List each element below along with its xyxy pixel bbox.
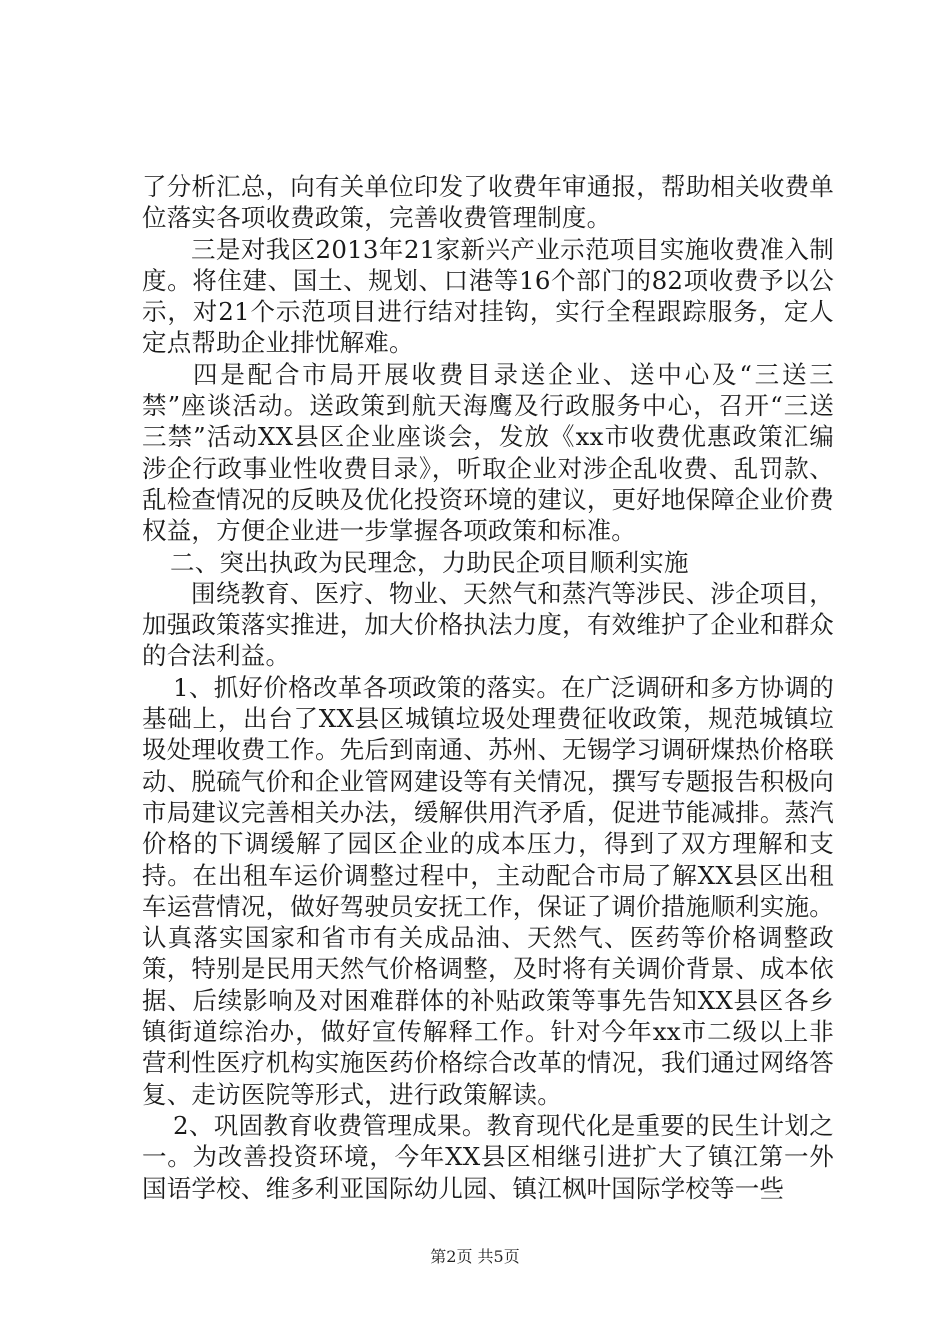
paragraph-continuation: 了分析汇总，向有关单位印发了收费年审通报，帮助相关收费单位落实各项收费政策，完善收费管理制度。 xyxy=(142,172,834,233)
paragraph-point-one: 1、抓好价格改革各项政策的落实。在广泛调研和多方协调的基础上，出台了XX县区城镇垃圾处理费征收政策，规范城镇垃圾处理收费工作。先后到南通、苏州、无锡学习调研煤热价格联动、脱硫气价和企业管网建设等有关情况，撰写专题报告积极向市局建议完善相关办法，缓解供用汽矛盾，促进节能减排。蒸汽价格的下调缓解了园区企业的成本压力，得到了双方理解和支持。在出租车运价调整过程中，主动配合市局了解XX县区出租车运营情况，做好驾驶员安抚工作，保证了调价措施顺利实施。认真落实国家和省市有关成品油、天然气、医药等价格调整政策，特别是民用天然气价格调整，及时将有关调价背景、成本依据、后续影响及对困难群体的补贴政策等事先告知XX县区各乡镇街道综治办，做好宣传解释工作。针对今年xx市二级以上非营利性医疗机构实施医药价格综合改革的情况，我们通过网络答复、走访医院等形式，进行政策解读。 xyxy=(142,672,834,1109)
paragraph-point-two: 2、巩固教育收费管理成果。教育现代化是重要的民生计划之一。为改善投资环境，今年XX县区相继引进扩大了镇江第一外国语学校、维多利亚国际幼儿园、镇江枫叶国际学校等一些 xyxy=(142,1110,834,1203)
section-heading-two: 二、突出执政为民理念，力助民企项目顺利实施 xyxy=(170,547,689,577)
paragraph-item-three: 三是对我区2013年21家新兴产业示范项目实施收费准入制度。将住建、国土、规划、口港等16个部门的82项收费予以公示，对21个示范项目进行结对挂钩，实行全程跟踪服务，定人定点帮助企业排忧解难。 xyxy=(142,234,834,358)
document-body xyxy=(142,171,834,1204)
section-intro-paragraph: 围绕教育、医疗、物业、天然气和蒸汽等涉民、涉企项目，加强政策落实推进，加大价格执法力度，有效维护了企业和群众的合法利益。 xyxy=(142,578,834,671)
page-number-footer: 第2页 共5页 xyxy=(430,1247,520,1266)
paragraph-item-four: 四是配合市局开展收费目录送企业、送中心及“三送三禁”座谈活动。送政策到航天海鹰及行政服务中心，召开“三送三禁”活动XX县区企业座谈会，发放《xx市收费优惠政策汇编涉企行政事业性收费目录》，听取企业对涉企乱收费、乱罚款、乱检查情况的反映及优化投资环境的建议，更好地保障企业价费权益，方便企业进一步掌握各项政策和标准。 xyxy=(142,359,834,546)
